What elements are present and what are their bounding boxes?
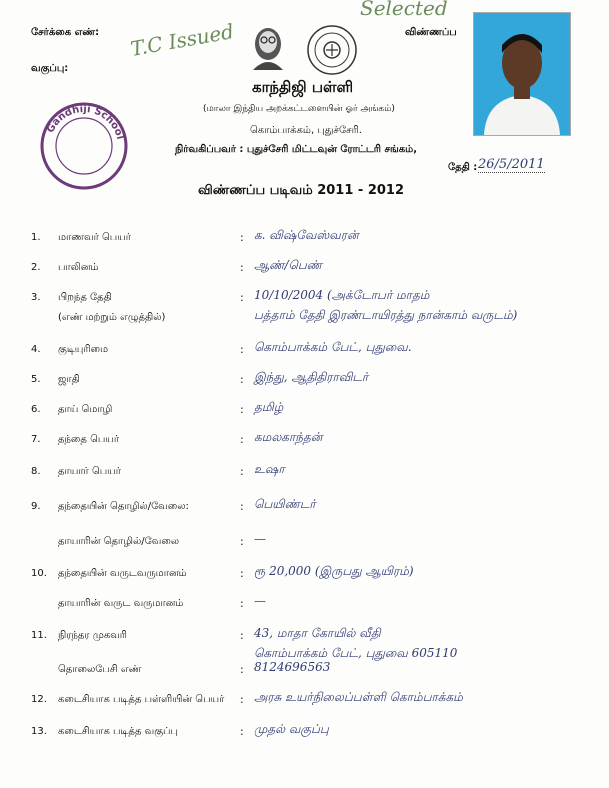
field-colon: : (240, 231, 244, 244)
field-number: 8. (31, 466, 41, 477)
field-number: 12. (31, 694, 47, 705)
field-number: 6. (31, 404, 41, 415)
gandhi-portrait-logo (245, 24, 291, 74)
field-value: — (254, 594, 266, 608)
school-management: நிர்வகிப்பவர் : புதுச்சேரி மிட்டவுன் ரோட்டரி சங்கம், (175, 144, 418, 155)
date-value: 26/5/2011 (478, 157, 545, 172)
field-colon: : (240, 465, 244, 478)
field-label: தாயார் பெயர் (58, 466, 121, 477)
field-label: பாலினம் (58, 262, 99, 273)
field-label: தந்தையின் தொழில்/வேலை: (58, 501, 189, 512)
field-colon: : (240, 403, 244, 416)
rotary-logo (306, 24, 358, 76)
field-value: முதல் வகுப்பு (254, 722, 329, 736)
field-colon: : (240, 567, 244, 580)
field-value: 10/10/2004 (அக்டோபர் மாதம் (254, 288, 430, 302)
tc-issued-annotation: T.C Issued (128, 19, 236, 61)
field-value: கமலகாந்தன் (254, 430, 323, 444)
class-label: வகுப்பு: (31, 63, 69, 74)
field-colon: : (240, 433, 244, 446)
field-label: மாணவர் பெயர் (58, 232, 131, 243)
seal-text: Gandhiji School (45, 103, 126, 141)
field-value: ஆண்/பெண் (254, 258, 323, 272)
field-colon: : (240, 629, 244, 642)
field-number: 4. (31, 344, 41, 355)
field-label: நிரந்தர முகவரி (58, 630, 127, 641)
field-colon: : (240, 535, 244, 548)
field-number: 1. (31, 232, 41, 243)
admission-no-label: சேர்க்கை எண்: (31, 27, 100, 38)
field-value-line2: பத்தாம் தேதி இரண்டாயிரத்து நான்காம் வருடம்) (254, 308, 518, 322)
school-address: கொம்பாக்கம், புதுச்சேரி. (250, 125, 362, 136)
field-colon: : (240, 725, 244, 738)
school-sub-line: (மாலா இந்திய அறக்கட்டளையின் ஓர் அங்கம்) (203, 104, 395, 114)
form-title: விண்ணப்ப படிவம் 2011 - 2012 (198, 183, 405, 198)
field-number: 5. (31, 374, 41, 385)
field-number: 10. (31, 568, 47, 579)
field-label: குடியுரிமை (58, 344, 109, 355)
field-number: 3. (31, 292, 41, 303)
student-photo (473, 12, 571, 136)
field-value: 8124696563 (254, 660, 331, 674)
field-colon: : (240, 261, 244, 274)
field-label: தொலைபேசி எண் (58, 664, 142, 675)
field-label: கடைசியாக படித்த வகுப்பு (58, 726, 178, 737)
field-value: அரசு உயர்நிலைப்பள்ளி கொம்பாக்கம் (254, 690, 463, 704)
field-label: தாயாரின் தொழில்/வேலை (58, 536, 180, 547)
field-value: இந்து, ஆதிதிராவிடர் (254, 370, 369, 384)
field-colon: : (240, 663, 244, 676)
application-no-label: விண்ணப்ப (405, 27, 457, 38)
field-colon: : (240, 693, 244, 706)
svg-text:Gandhiji School (45, 104, 125, 141)
field-label: தாயாரின் வருட வருமானம் (58, 598, 184, 609)
field-colon: : (240, 291, 244, 304)
field-value: ரூ 20,000 (இருபது ஆயிரம்) (254, 564, 414, 578)
field-value: உஷா (254, 462, 285, 476)
field-sublabel: (எண் மற்றும் எழுத்தில்) (58, 312, 166, 323)
selected-annotation: Selected (360, 0, 448, 20)
field-number: 13. (31, 726, 47, 737)
date-label: தேதி : (448, 162, 478, 173)
field-value-line2: கொம்பாக்கம் பேட், புதுவை 605110 (254, 646, 458, 660)
field-label: பிறந்த தேதி (58, 292, 112, 303)
field-label: தாய் மொழி (58, 404, 113, 415)
field-number: 7. (31, 434, 41, 445)
field-value: கொம்பாக்கம் பேட், புதுவை. (254, 340, 412, 354)
field-number: 9. (31, 501, 41, 512)
field-colon: : (240, 373, 244, 386)
school-name: காந்திஜி பள்ளி (252, 78, 354, 96)
field-label: தந்தையின் வருடவருமானம் (58, 568, 187, 579)
field-colon: : (240, 597, 244, 610)
field-value: — (254, 532, 266, 546)
field-value: 43, மாதா கோயில் வீதி (254, 626, 381, 640)
field-colon: : (240, 500, 244, 513)
school-seal (38, 100, 130, 192)
field-value: தமிழ் (254, 400, 284, 414)
field-value: க. விஷ்வேஸ்வரன் (254, 228, 359, 242)
field-label: ஜாதி (58, 374, 80, 385)
field-label: தந்தை பெயர் (58, 434, 120, 445)
field-number: 11. (31, 630, 47, 641)
field-colon: : (240, 343, 244, 356)
field-label: கடைசியாக படித்த பள்ளியின் பெயர் (58, 694, 225, 705)
field-value: பெயிண்டர் (254, 497, 316, 511)
field-number: 2. (31, 262, 41, 273)
